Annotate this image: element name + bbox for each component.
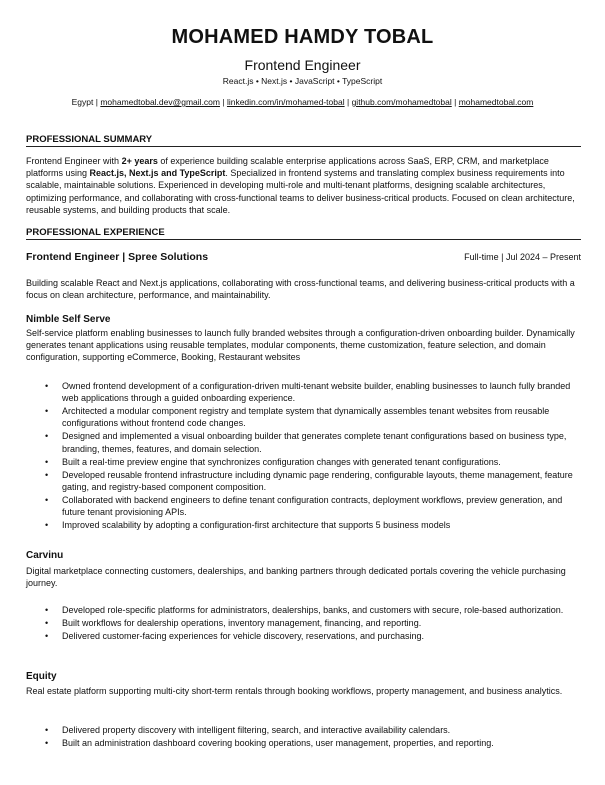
job-summary: Building scalable React and Next.js applications, collaborating with cross-functional teams, and delivering business-critical products with a focus on clean architecture, performance, and maintainability.: [26, 278, 575, 301]
job-meta: Full-time | Jul 2024 – Present: [464, 252, 581, 262]
project-bullets: [26, 604, 581, 643]
list-item: • Improved scalability by adopting a configuration-first architecture that supports 5 business models: [26, 519, 581, 531]
separator: |: [346, 97, 350, 107]
separator: |: [222, 97, 225, 107]
summary-part: . Specialized in frontend systems and translating complex business requirements into scalable, maintainable solutions. Experienced in developing multi-role and multi-tenant platforms, designing scalable architectures, optimizing performance, and collaborating with cross-functional teams to deliver business-critical products. Focused on clean architecture, reusable systems, and building products that scale.: [26, 168, 575, 215]
contact-line: [0, 97, 605, 107]
project-description: Real estate platform supporting multi-city short-term rentals through booking workflows, property management, and business analytics.: [26, 686, 563, 696]
list-item: • Developed reusable frontend infrastructure including dynamic page rendering, configurable layouts, theme management, feature gating, and registry-based component composition.: [26, 469, 581, 493]
skills-line: React.js • Next.js • JavaScript • TypeScript: [222, 76, 383, 86]
list-item: • Developed role-specific platforms for administrators, dealerships, banks, and customers with secure, role-based authorization.: [26, 604, 581, 616]
list-item: • Delivered customer-facing experiences for vehicle discovery, reservations, and purchasing.: [26, 630, 581, 642]
separator: |: [95, 97, 98, 107]
job-headline: Frontend Engineer: [244, 57, 361, 73]
email-link[interactable]: mohamedtobal.dev@gmail.com: [100, 97, 220, 107]
location: Egypt: [71, 97, 94, 107]
separator: |: [454, 97, 457, 107]
list-item: • Built workflows for dealership operations, inventory management, financing, and reporting.: [26, 617, 581, 629]
summary-text: [26, 155, 581, 216]
list-item: • Architected a modular component registry and template system that dynamically assembles tenant websites from reusable configurations without frontend code changes.: [26, 405, 581, 429]
project-bullets: [26, 724, 581, 750]
linkedin-link[interactable]: linkedin.com/in/mohamed-tobal: [226, 97, 345, 107]
job-title: Frontend Engineer | Spree Solutions: [26, 251, 209, 263]
project-description: Digital marketplace connecting customers, dealerships, and banking partners through dedicated portals covering the vehicle purchasing journey.: [26, 566, 566, 589]
github-link[interactable]: github.com/mohamedtobal: [351, 97, 452, 107]
project-bullets: [26, 380, 581, 532]
project-description: Self-service platform enabling businesses to launch fully branded websites through a configuration-driven onboarding builder. Dynamically generates tenant applications using reusable templates, modular components, theme customization, feature selection, and domain configuration, supporting eCommerce, Booking, Restaurant websites: [26, 328, 575, 363]
summary-bold: 2+ years: [121, 156, 158, 166]
summary-heading: PROFESSIONAL SUMMARY: [26, 134, 581, 147]
project-name: Carvinu: [26, 550, 64, 561]
candidate-name: MOHAMED HAMDY TOBAL: [171, 26, 434, 48]
summary-part: Frontend Engineer with: [26, 156, 122, 166]
list-item: • Designed and implemented a visual onboarding builder that generates complete tenant configurations based on business type, branding, themes, features, and domain selection.: [26, 430, 581, 454]
list-item: • Built an administration dashboard covering booking operations, user management, properties, and reporting.: [26, 737, 581, 749]
project-name: Equity: [26, 671, 57, 682]
experience-heading: PROFESSIONAL EXPERIENCE: [26, 227, 581, 240]
list-item: • Owned frontend development of a configuration-driven multi-tenant website builder, enabling businesses to launch fully branded web applications through a guided onboarding experience.: [26, 380, 581, 404]
list-item: • Built a real-time preview engine that synchronizes configuration changes with generated tenant configurations.: [26, 456, 581, 468]
summary-part: of experience building scalable enterprise applications across SaaS, ERP, CRM, and marketplace platforms using: [26, 156, 549, 179]
summary-bold: React.js, Next.js and TypeScript: [89, 168, 226, 179]
website-link[interactable]: mohamedtobal.com: [458, 97, 534, 107]
list-item: • Collaborated with backend engineers to define tenant configuration contracts, deployment workflows, preview generation, and future tenant provisioning APIs.: [26, 494, 581, 518]
list-item: • Delivered property discovery with intelligent filtering, search, and interactive availability calendars.: [26, 724, 581, 736]
project-name: Nimble Self Serve: [26, 314, 111, 325]
